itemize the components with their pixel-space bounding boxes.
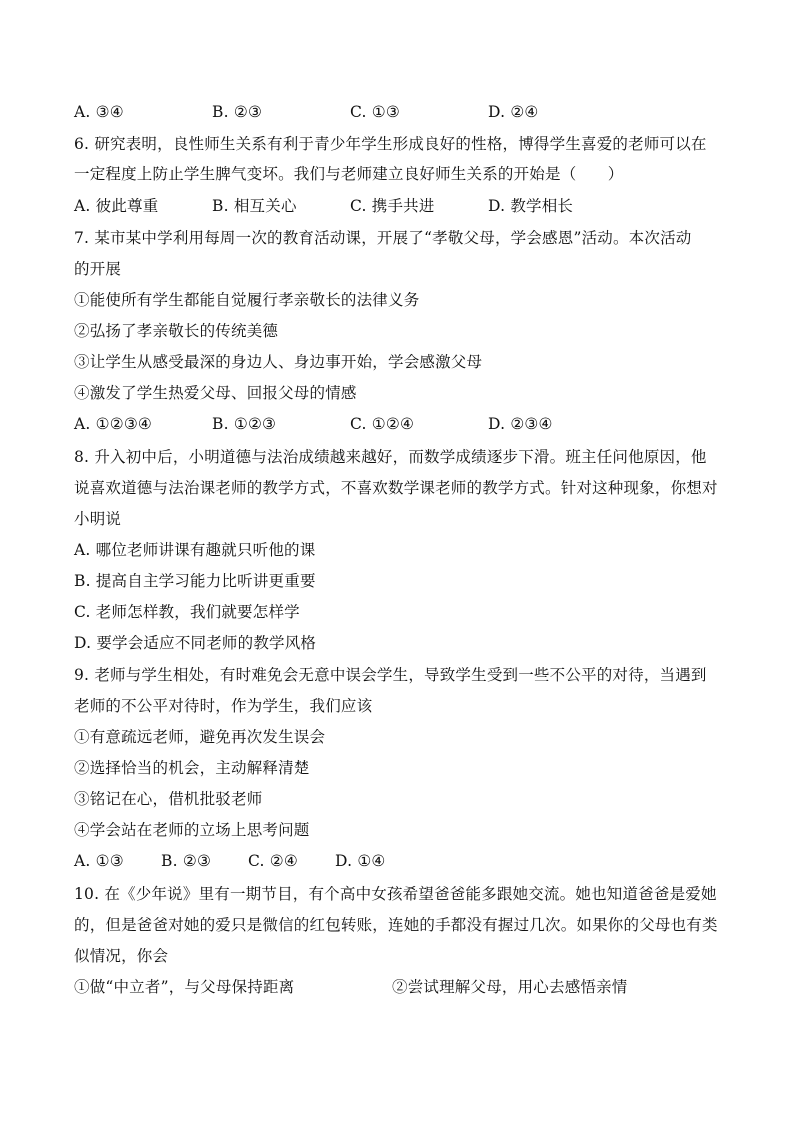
q6-stem-line-1: 6. 研究表明，良性师生关系有利于青少年学生形成良好的性格，博得学生喜爱的老师可以在 bbox=[74, 135, 707, 153]
q9-option-a: A. ①③ bbox=[74, 852, 124, 870]
q7-option-a: A. ①②③④ bbox=[74, 415, 153, 433]
q10-stem-line-1: 10. 在《少年说》里有一期节目，有个高中女孩希望爸爸能多跟她交流。她也知道爸爸是爱她 bbox=[74, 885, 717, 903]
q5-option-d: D. ②④ bbox=[488, 103, 539, 121]
q8-option-d: D. 要学会适应不同老师的教学风格 bbox=[74, 634, 317, 652]
q6-stem-line-2: 一定程度上防止学生脾气变坏。我们与老师建立良好师生关系的开始是（ ） bbox=[74, 165, 624, 183]
q9-item-3: ③铭记在心，借机批驳老师 bbox=[74, 790, 263, 808]
q10-stem-line-3: 似情况，你会 bbox=[74, 947, 169, 965]
q6-option-b: B. 相互关心 bbox=[212, 197, 297, 215]
q9-item-4: ④学会站在老师的立场上思考问题 bbox=[74, 821, 310, 839]
q9-item-1: ①有意疏远老师，避免再次发生误会 bbox=[74, 728, 326, 746]
q9-options bbox=[74, 851, 734, 871]
q7-option-c: C. ①②④ bbox=[350, 415, 415, 433]
q9-option-b: B. ②③ bbox=[161, 852, 212, 870]
q7-item-2: ②弘扬了孝亲敬长的传统美德 bbox=[74, 322, 279, 340]
q7-option-b: B. ①②③ bbox=[212, 415, 277, 433]
q7-item-1: ①能使所有学生都能自觉履行孝亲敬长的法律义务 bbox=[74, 291, 420, 309]
q8-option-a: A. 哪位老师讲课有趣就只听他的课 bbox=[74, 541, 316, 559]
q7-item-3: ③让学生从感受最深的身边人、身边事开始，学会感激父母 bbox=[74, 353, 483, 371]
q9-stem-line-2: 老师的不公平对待时，作为学生，我们应该 bbox=[74, 697, 373, 715]
q7-item-4: ④激发了学生热爱父母、回报父母的情感 bbox=[74, 384, 357, 402]
q7-stem-line-2: 的开展 bbox=[74, 260, 122, 278]
q10-stem-line-2: 的，但是爸爸对她的爱只是微信的红包转账，连她的手都没有握过几次。如果你的父母也有类 bbox=[74, 916, 718, 934]
q9-stem-line-1: 9. 老师与学生相处，有时难免会无意中误会学生，导致学生受到一些不公平的对待，当遇到 bbox=[74, 666, 707, 684]
q5-option-a: A. ③④ bbox=[74, 103, 124, 121]
q6-option-a: A. 彼此尊重 bbox=[74, 197, 159, 215]
q10-item-1: ①做“中立者”，与父母保持距离 bbox=[74, 978, 295, 996]
q9-item-2: ②选择恰当的机会，主动解释清楚 bbox=[74, 759, 310, 777]
q5-option-c: C. ①③ bbox=[350, 103, 400, 121]
q8-option-b: B. 提高自主学习能力比听讲更重要 bbox=[74, 572, 316, 590]
q8-stem-line-2: 说喜欢道德与法治课老师的教学方式，不喜欢数学课老师的教学方式。针对这种现象，你想对 bbox=[74, 479, 718, 497]
q9-option-c: C. ②④ bbox=[248, 852, 298, 870]
q10-item-2: ②尝试理解父母，用心去感悟亲情 bbox=[392, 978, 628, 996]
q7-option-d: D. ②③④ bbox=[488, 415, 553, 433]
q6-options bbox=[74, 196, 734, 216]
q7-options bbox=[74, 414, 734, 434]
q8-stem-line-1: 8. 升入初中后，小明道德与法治成绩越来越好，而数学成绩逐步下滑。班主任问他原因，他 bbox=[74, 448, 707, 466]
q9-option-d: D. ①④ bbox=[335, 852, 386, 870]
q6-option-d: D. 教学相长 bbox=[488, 197, 574, 215]
q8-stem-line-3: 小明说 bbox=[74, 510, 122, 528]
q8-option-c: C. 老师怎样教，我们就要怎样学 bbox=[74, 603, 300, 621]
q6-option-c: C. 携手共进 bbox=[350, 197, 435, 215]
q5-options bbox=[74, 102, 734, 122]
q10-items-row bbox=[74, 977, 734, 997]
q7-stem-line-1: 7. 某市某中学利用每周一次的教育活动课，开展了“孝敬父母，学会感恩”活动。本次活动 bbox=[74, 229, 692, 247]
q5-option-b: B. ②③ bbox=[212, 103, 263, 121]
